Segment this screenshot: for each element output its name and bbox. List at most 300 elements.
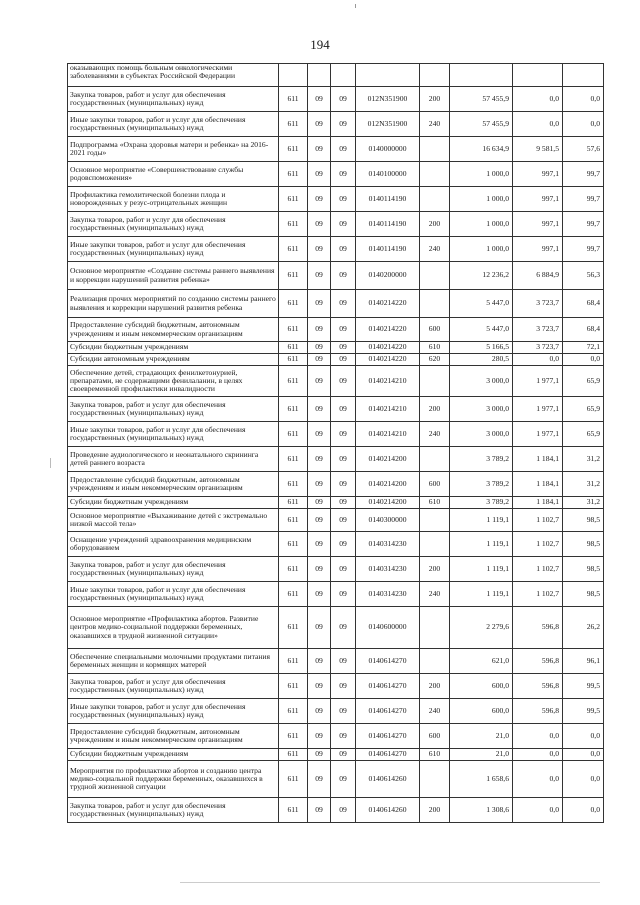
percent-cell: 31,2 xyxy=(563,497,604,509)
target-code-cell: 0140114190 xyxy=(356,187,420,212)
planned-amount-cell: 2 279,6 xyxy=(450,607,513,649)
ministry-code-cell: 611 xyxy=(279,397,308,422)
subsection-code-cell: 09 xyxy=(331,472,356,497)
percent-cell: 0,0 xyxy=(563,749,604,761)
section-code-cell xyxy=(308,64,331,87)
ministry-code-cell: 611 xyxy=(279,472,308,497)
percent-cell: 99,7 xyxy=(563,162,604,187)
subsection-code-cell: 09 xyxy=(331,162,356,187)
percent-cell: 72,1 xyxy=(563,342,604,354)
expense-type-cell: 620 xyxy=(420,354,450,366)
table-row xyxy=(68,497,604,509)
section-code-cell: 09 xyxy=(308,212,331,237)
ministry-code-cell: 611 xyxy=(279,509,308,532)
table-row xyxy=(68,798,604,823)
row-name-cell: Профилактика гемолитической болезни плода и новорожденных у резус-отрицательных женщин xyxy=(68,187,279,212)
expense-type-cell xyxy=(420,532,450,557)
section-code-cell: 09 xyxy=(308,557,331,582)
subsection-code-cell: 09 xyxy=(331,290,356,318)
section-code-cell: 09 xyxy=(308,674,331,699)
target-code-cell: 0140300000 xyxy=(356,509,420,532)
subsection-code-cell: 09 xyxy=(331,798,356,823)
actual-amount-cell: 0,0 xyxy=(513,724,563,749)
expense-type-cell: 610 xyxy=(420,342,450,354)
actual-amount-cell: 6 884,9 xyxy=(513,262,563,290)
budget-table-sheet xyxy=(67,63,603,823)
actual-amount-cell: 596,8 xyxy=(513,649,563,674)
table-row xyxy=(68,354,604,366)
actual-amount-cell: 1 977,1 xyxy=(513,366,563,397)
actual-amount-cell: 1 184,1 xyxy=(513,497,563,509)
table-row xyxy=(68,749,604,761)
percent-cell: 56,3 xyxy=(563,262,604,290)
ministry-code-cell: 611 xyxy=(279,749,308,761)
section-code-cell: 09 xyxy=(308,649,331,674)
table-row xyxy=(68,64,604,87)
subsection-code-cell: 09 xyxy=(331,724,356,749)
subsection-code-cell: 09 xyxy=(331,187,356,212)
row-name-cell: Предоставление субсидий бюджетным, автономным учреждениям и иным некоммерческим организациям xyxy=(68,472,279,497)
table-row xyxy=(68,532,604,557)
planned-amount-cell: 1 119,1 xyxy=(450,532,513,557)
row-name-cell: Предоставление субсидий бюджетным, автономным учреждениям и иным некоммерческим организациям xyxy=(68,724,279,749)
target-code-cell: 0140214200 xyxy=(356,447,420,472)
ministry-code-cell: 611 xyxy=(279,212,308,237)
actual-amount-cell: 1 102,7 xyxy=(513,532,563,557)
ministry-code-cell: 611 xyxy=(279,162,308,187)
target-code-cell: 012N351900 xyxy=(356,87,420,112)
ministry-code-cell: 611 xyxy=(279,532,308,557)
row-name-cell: Реализация прочих мероприятий по созданию системы раннего выявления и коррекции нарушений развития ребенка xyxy=(68,290,279,318)
expense-type-cell: 240 xyxy=(420,699,450,724)
ministry-code-cell: 611 xyxy=(279,798,308,823)
percent-cell: 31,2 xyxy=(563,447,604,472)
table-row xyxy=(68,87,604,112)
percent-cell: 0,0 xyxy=(563,354,604,366)
percent-cell: 0,0 xyxy=(563,112,604,137)
ministry-code-cell: 611 xyxy=(279,342,308,354)
percent-cell: 68,4 xyxy=(563,290,604,318)
expense-type-cell: 240 xyxy=(420,582,450,607)
planned-amount-cell: 21,0 xyxy=(450,749,513,761)
table-row xyxy=(68,262,604,290)
scan-speck xyxy=(50,458,51,468)
row-name-cell: Обеспечение специальными молочными продуктами питания беременных женщин и кормящих матерей xyxy=(68,649,279,674)
target-code-cell: 0140214220 xyxy=(356,290,420,318)
percent-cell: 98,5 xyxy=(563,532,604,557)
actual-amount-cell: 1 977,1 xyxy=(513,397,563,422)
row-name-cell: оказывающих помощь больным онкологическими заболеваниями в субъектах Российской Федерации xyxy=(68,64,279,87)
target-code-cell: 0140614270 xyxy=(356,674,420,699)
table-row xyxy=(68,582,604,607)
ministry-code-cell: 611 xyxy=(279,649,308,674)
target-code-cell: 0140614270 xyxy=(356,649,420,674)
row-name-cell: Предоставление субсидий бюджетным, автономным учреждениям и иным некоммерческим организациям xyxy=(68,318,279,342)
expense-type-cell: 200 xyxy=(420,557,450,582)
ministry-code-cell: 611 xyxy=(279,699,308,724)
subsection-code-cell: 09 xyxy=(331,237,356,262)
planned-amount-cell: 5 447,0 xyxy=(450,290,513,318)
expense-type-cell: 200 xyxy=(420,87,450,112)
planned-amount-cell: 16 634,9 xyxy=(450,137,513,162)
row-name-cell: Закупка товаров, работ и услуг для обеспечения государственных (муниципальных) нужд xyxy=(68,397,279,422)
subsection-code-cell: 09 xyxy=(331,699,356,724)
row-name-cell: Основное мероприятие «Профилактика абортов. Развитие центров медико-социальной поддержки беременных, оказавшихся в трудной жизненной ситуации» xyxy=(68,607,279,649)
row-name-cell: Иные закупки товаров, работ и услуг для обеспечения государственных (муниципальных) нужд xyxy=(68,422,279,447)
section-code-cell: 09 xyxy=(308,366,331,397)
section-code-cell: 09 xyxy=(308,262,331,290)
section-code-cell: 09 xyxy=(308,422,331,447)
target-code-cell: 0140214220 xyxy=(356,342,420,354)
section-code-cell: 09 xyxy=(308,509,331,532)
row-name-cell: Субсидии бюджетным учреждениям xyxy=(68,497,279,509)
actual-amount-cell: 1 977,1 xyxy=(513,422,563,447)
actual-amount-cell: 0,0 xyxy=(513,354,563,366)
subsection-code-cell: 09 xyxy=(331,354,356,366)
target-code-cell: 0140314230 xyxy=(356,582,420,607)
planned-amount-cell: 600,0 xyxy=(450,674,513,699)
table-row xyxy=(68,212,604,237)
table-row xyxy=(68,557,604,582)
ministry-code-cell: 611 xyxy=(279,674,308,699)
ministry-code-cell: 611 xyxy=(279,761,308,798)
percent-cell: 65,9 xyxy=(563,366,604,397)
table-row xyxy=(68,290,604,318)
subsection-code-cell: 09 xyxy=(331,447,356,472)
table-row xyxy=(68,649,604,674)
row-name-cell: Субсидии бюджетным учреждениям xyxy=(68,749,279,761)
row-name-cell: Обеспечение детей, страдающих фенилкетонурией, препаратами, не содержащими фенилаланин, в целях своевременной профилактики инвалидности xyxy=(68,366,279,397)
section-code-cell: 09 xyxy=(308,749,331,761)
scan-speck xyxy=(355,4,356,8)
percent-cell: 99,5 xyxy=(563,674,604,699)
actual-amount-cell: 0,0 xyxy=(513,798,563,823)
section-code-cell: 09 xyxy=(308,290,331,318)
table-row xyxy=(68,447,604,472)
planned-amount-cell: 280,5 xyxy=(450,354,513,366)
subsection-code-cell: 09 xyxy=(331,649,356,674)
ministry-code-cell: 611 xyxy=(279,497,308,509)
ministry-code-cell: 611 xyxy=(279,87,308,112)
page-number: 194 xyxy=(310,37,330,52)
expense-type-cell xyxy=(420,187,450,212)
subsection-code-cell: 09 xyxy=(331,87,356,112)
ministry-code-cell: 611 xyxy=(279,187,308,212)
ministry-code-cell: 611 xyxy=(279,422,308,447)
ministry-code-cell: 611 xyxy=(279,607,308,649)
section-code-cell: 09 xyxy=(308,497,331,509)
table-row xyxy=(68,422,604,447)
target-code-cell: 0140214220 xyxy=(356,354,420,366)
target-code-cell xyxy=(356,64,420,87)
section-code-cell: 09 xyxy=(308,237,331,262)
actual-amount-cell: 596,8 xyxy=(513,607,563,649)
actual-amount-cell: 1 184,1 xyxy=(513,447,563,472)
target-code-cell: 0140614270 xyxy=(356,724,420,749)
subsection-code-cell: 09 xyxy=(331,262,356,290)
planned-amount-cell: 57 455,9 xyxy=(450,87,513,112)
ministry-code-cell: 611 xyxy=(279,447,308,472)
table-row xyxy=(68,187,604,212)
target-code-cell: 0140100000 xyxy=(356,162,420,187)
percent-cell: 57,6 xyxy=(563,137,604,162)
planned-amount-cell: 21,0 xyxy=(450,724,513,749)
expense-type-cell xyxy=(420,162,450,187)
ministry-code-cell: 611 xyxy=(279,318,308,342)
actual-amount-cell xyxy=(513,64,563,87)
planned-amount-cell: 1 308,6 xyxy=(450,798,513,823)
section-code-cell: 09 xyxy=(308,354,331,366)
table-row xyxy=(68,342,604,354)
budget-execution-table xyxy=(67,63,604,823)
actual-amount-cell: 1 102,7 xyxy=(513,582,563,607)
target-code-cell: 0140114190 xyxy=(356,237,420,262)
row-name-cell: Закупка товаров, работ и услуг для обеспечения государственных (муниципальных) нужд xyxy=(68,557,279,582)
percent-cell: 0,0 xyxy=(563,798,604,823)
percent-cell: 0,0 xyxy=(563,87,604,112)
percent-cell xyxy=(563,64,604,87)
percent-cell: 0,0 xyxy=(563,761,604,798)
actual-amount-cell: 1 102,7 xyxy=(513,557,563,582)
planned-amount-cell: 1 119,1 xyxy=(450,557,513,582)
expense-type-cell: 200 xyxy=(420,397,450,422)
ministry-code-cell: 611 xyxy=(279,724,308,749)
table-row xyxy=(68,472,604,497)
expense-type-cell xyxy=(420,64,450,87)
section-code-cell: 09 xyxy=(308,342,331,354)
planned-amount-cell xyxy=(450,64,513,87)
actual-amount-cell: 3 723,7 xyxy=(513,290,563,318)
section-code-cell: 09 xyxy=(308,532,331,557)
section-code-cell: 09 xyxy=(308,397,331,422)
actual-amount-cell: 0,0 xyxy=(513,112,563,137)
ministry-code-cell: 611 xyxy=(279,354,308,366)
percent-cell: 96,1 xyxy=(563,649,604,674)
actual-amount-cell: 3 723,7 xyxy=(513,342,563,354)
ministry-code-cell: 611 xyxy=(279,290,308,318)
ministry-code-cell: 611 xyxy=(279,137,308,162)
percent-cell: 98,5 xyxy=(563,582,604,607)
subsection-code-cell: 09 xyxy=(331,607,356,649)
subsection-code-cell: 09 xyxy=(331,137,356,162)
expense-type-cell xyxy=(420,649,450,674)
row-name-cell: Иные закупки товаров, работ и услуг для обеспечения государственных (муниципальных) нужд xyxy=(68,112,279,137)
section-code-cell: 09 xyxy=(308,724,331,749)
percent-cell: 99,7 xyxy=(563,187,604,212)
percent-cell: 0,0 xyxy=(563,724,604,749)
table-row xyxy=(68,318,604,342)
section-code-cell: 09 xyxy=(308,472,331,497)
percent-cell: 99,7 xyxy=(563,212,604,237)
section-code-cell: 09 xyxy=(308,582,331,607)
row-name-cell: Закупка товаров, работ и услуг для обеспечения государственных (муниципальных) нужд xyxy=(68,674,279,699)
planned-amount-cell: 1 000,0 xyxy=(450,162,513,187)
expense-type-cell xyxy=(420,366,450,397)
table-row xyxy=(68,137,604,162)
expense-type-cell xyxy=(420,290,450,318)
ministry-code-cell xyxy=(279,64,308,87)
planned-amount-cell: 1 119,1 xyxy=(450,509,513,532)
subsection-code-cell: 09 xyxy=(331,497,356,509)
actual-amount-cell: 997,1 xyxy=(513,162,563,187)
planned-amount-cell: 3 789,2 xyxy=(450,447,513,472)
row-name-cell: Закупка товаров, работ и услуг для обеспечения государственных (муниципальных) нужд xyxy=(68,798,279,823)
subsection-code-cell: 09 xyxy=(331,674,356,699)
scan-speck xyxy=(180,882,600,883)
planned-amount-cell: 12 236,2 xyxy=(450,262,513,290)
ministry-code-cell: 611 xyxy=(279,366,308,397)
subsection-code-cell: 09 xyxy=(331,212,356,237)
subsection-code-cell: 09 xyxy=(331,749,356,761)
target-code-cell: 0140614260 xyxy=(356,761,420,798)
ministry-code-cell: 611 xyxy=(279,262,308,290)
ministry-code-cell: 611 xyxy=(279,557,308,582)
target-code-cell: 0140200000 xyxy=(356,262,420,290)
actual-amount-cell: 9 581,5 xyxy=(513,137,563,162)
table-row xyxy=(68,397,604,422)
row-name-cell: Основное мероприятие «Выхаживание детей с экстремально низкой массой тела» xyxy=(68,509,279,532)
percent-cell: 65,9 xyxy=(563,422,604,447)
table-row xyxy=(68,366,604,397)
actual-amount-cell: 997,1 xyxy=(513,237,563,262)
expense-type-cell: 610 xyxy=(420,749,450,761)
table-row xyxy=(68,699,604,724)
row-name-cell: Субсидии бюджетным учреждениям xyxy=(68,342,279,354)
ministry-code-cell: 611 xyxy=(279,112,308,137)
table-row xyxy=(68,674,604,699)
row-name-cell: Основное мероприятие «Совершенствование службы родовспоможения» xyxy=(68,162,279,187)
expense-type-cell: 600 xyxy=(420,724,450,749)
planned-amount-cell: 1 000,0 xyxy=(450,187,513,212)
section-code-cell: 09 xyxy=(308,87,331,112)
subsection-code-cell: 09 xyxy=(331,366,356,397)
row-name-cell: Мероприятия по профилактике абортов и созданию центра медико-социальной поддержки беременных, оказавшихся в трудной жизненной ситуации xyxy=(68,761,279,798)
subsection-code-cell: 09 xyxy=(331,509,356,532)
subsection-code-cell: 09 xyxy=(331,318,356,342)
section-code-cell: 09 xyxy=(308,607,331,649)
expense-type-cell: 240 xyxy=(420,422,450,447)
target-code-cell: 0140614270 xyxy=(356,699,420,724)
section-code-cell: 09 xyxy=(308,318,331,342)
expense-type-cell: 600 xyxy=(420,318,450,342)
percent-cell: 31,2 xyxy=(563,472,604,497)
percent-cell: 65,9 xyxy=(563,397,604,422)
percent-cell: 98,5 xyxy=(563,557,604,582)
row-name-cell: Субсидии автономным учреждениям xyxy=(68,354,279,366)
percent-cell: 26,2 xyxy=(563,607,604,649)
target-code-cell: 0140214210 xyxy=(356,397,420,422)
table-row xyxy=(68,607,604,649)
subsection-code-cell: 09 xyxy=(331,557,356,582)
expense-type-cell: 200 xyxy=(420,212,450,237)
planned-amount-cell: 600,0 xyxy=(450,699,513,724)
planned-amount-cell: 1 000,0 xyxy=(450,237,513,262)
expense-type-cell: 610 xyxy=(420,497,450,509)
section-code-cell: 09 xyxy=(308,162,331,187)
subsection-code-cell: 09 xyxy=(331,397,356,422)
actual-amount-cell: 997,1 xyxy=(513,212,563,237)
planned-amount-cell: 3 000,0 xyxy=(450,397,513,422)
actual-amount-cell: 0,0 xyxy=(513,761,563,798)
actual-amount-cell: 596,8 xyxy=(513,674,563,699)
percent-cell: 98,5 xyxy=(563,509,604,532)
planned-amount-cell: 5 447,0 xyxy=(450,318,513,342)
percent-cell: 99,7 xyxy=(563,237,604,262)
planned-amount-cell: 3 000,0 xyxy=(450,422,513,447)
ministry-code-cell: 611 xyxy=(279,582,308,607)
row-name-cell: Закупка товаров, работ и услуг для обеспечения государственных (муниципальных) нужд xyxy=(68,87,279,112)
expense-type-cell xyxy=(420,262,450,290)
actual-amount-cell: 0,0 xyxy=(513,749,563,761)
row-name-cell: Иные закупки товаров, работ и услуг для обеспечения государственных (муниципальных) нужд xyxy=(68,582,279,607)
planned-amount-cell: 57 455,9 xyxy=(450,112,513,137)
section-code-cell: 09 xyxy=(308,112,331,137)
subsection-code-cell: 09 xyxy=(331,422,356,447)
target-code-cell: 0140214200 xyxy=(356,472,420,497)
actual-amount-cell: 0,0 xyxy=(513,87,563,112)
planned-amount-cell: 5 166,5 xyxy=(450,342,513,354)
table-row xyxy=(68,162,604,187)
planned-amount-cell: 3 789,2 xyxy=(450,472,513,497)
subsection-code-cell: 09 xyxy=(331,532,356,557)
subsection-code-cell: 09 xyxy=(331,761,356,798)
section-code-cell: 09 xyxy=(308,761,331,798)
expense-type-cell xyxy=(420,761,450,798)
actual-amount-cell: 1 102,7 xyxy=(513,509,563,532)
section-code-cell: 09 xyxy=(308,798,331,823)
target-code-cell: 0140314230 xyxy=(356,557,420,582)
expense-type-cell xyxy=(420,137,450,162)
expense-type-cell: 240 xyxy=(420,237,450,262)
row-name-cell: Закупка товаров, работ и услуг для обеспечения государственных (муниципальных) нужд xyxy=(68,212,279,237)
expense-type-cell: 600 xyxy=(420,472,450,497)
subsection-code-cell xyxy=(331,64,356,87)
planned-amount-cell: 1 000,0 xyxy=(450,212,513,237)
percent-cell: 68,4 xyxy=(563,318,604,342)
expense-type-cell: 240 xyxy=(420,112,450,137)
planned-amount-cell: 3 000,0 xyxy=(450,366,513,397)
table-body xyxy=(68,64,604,823)
target-code-cell: 012N351900 xyxy=(356,112,420,137)
target-code-cell: 0140614260 xyxy=(356,798,420,823)
row-name-cell: Подпрограмма «Охрана здоровья матери и ребенка» на 2016-2021 годы» xyxy=(68,137,279,162)
row-name-cell: Проведение аудиологического и неонатального скрининга детей раннего возраста xyxy=(68,447,279,472)
expense-type-cell xyxy=(420,447,450,472)
section-code-cell: 09 xyxy=(308,187,331,212)
actual-amount-cell: 997,1 xyxy=(513,187,563,212)
percent-cell: 99,5 xyxy=(563,699,604,724)
expense-type-cell xyxy=(420,509,450,532)
expense-type-cell: 200 xyxy=(420,674,450,699)
target-code-cell: 0140114190 xyxy=(356,212,420,237)
planned-amount-cell: 1 658,6 xyxy=(450,761,513,798)
planned-amount-cell: 621,0 xyxy=(450,649,513,674)
ministry-code-cell: 611 xyxy=(279,237,308,262)
planned-amount-cell: 1 119,1 xyxy=(450,582,513,607)
target-code-cell: 0140214210 xyxy=(356,422,420,447)
section-code-cell: 09 xyxy=(308,699,331,724)
table-row xyxy=(68,509,604,532)
actual-amount-cell: 596,8 xyxy=(513,699,563,724)
row-name-cell: Иные закупки товаров, работ и услуг для обеспечения государственных (муниципальных) нужд xyxy=(68,699,279,724)
row-name-cell: Иные закупки товаров, работ и услуг для обеспечения государственных (муниципальных) нужд xyxy=(68,237,279,262)
table-row xyxy=(68,237,604,262)
target-code-cell: 0140214200 xyxy=(356,497,420,509)
target-code-cell: 0140214210 xyxy=(356,366,420,397)
actual-amount-cell: 3 723,7 xyxy=(513,318,563,342)
table-row xyxy=(68,112,604,137)
table-row xyxy=(68,724,604,749)
